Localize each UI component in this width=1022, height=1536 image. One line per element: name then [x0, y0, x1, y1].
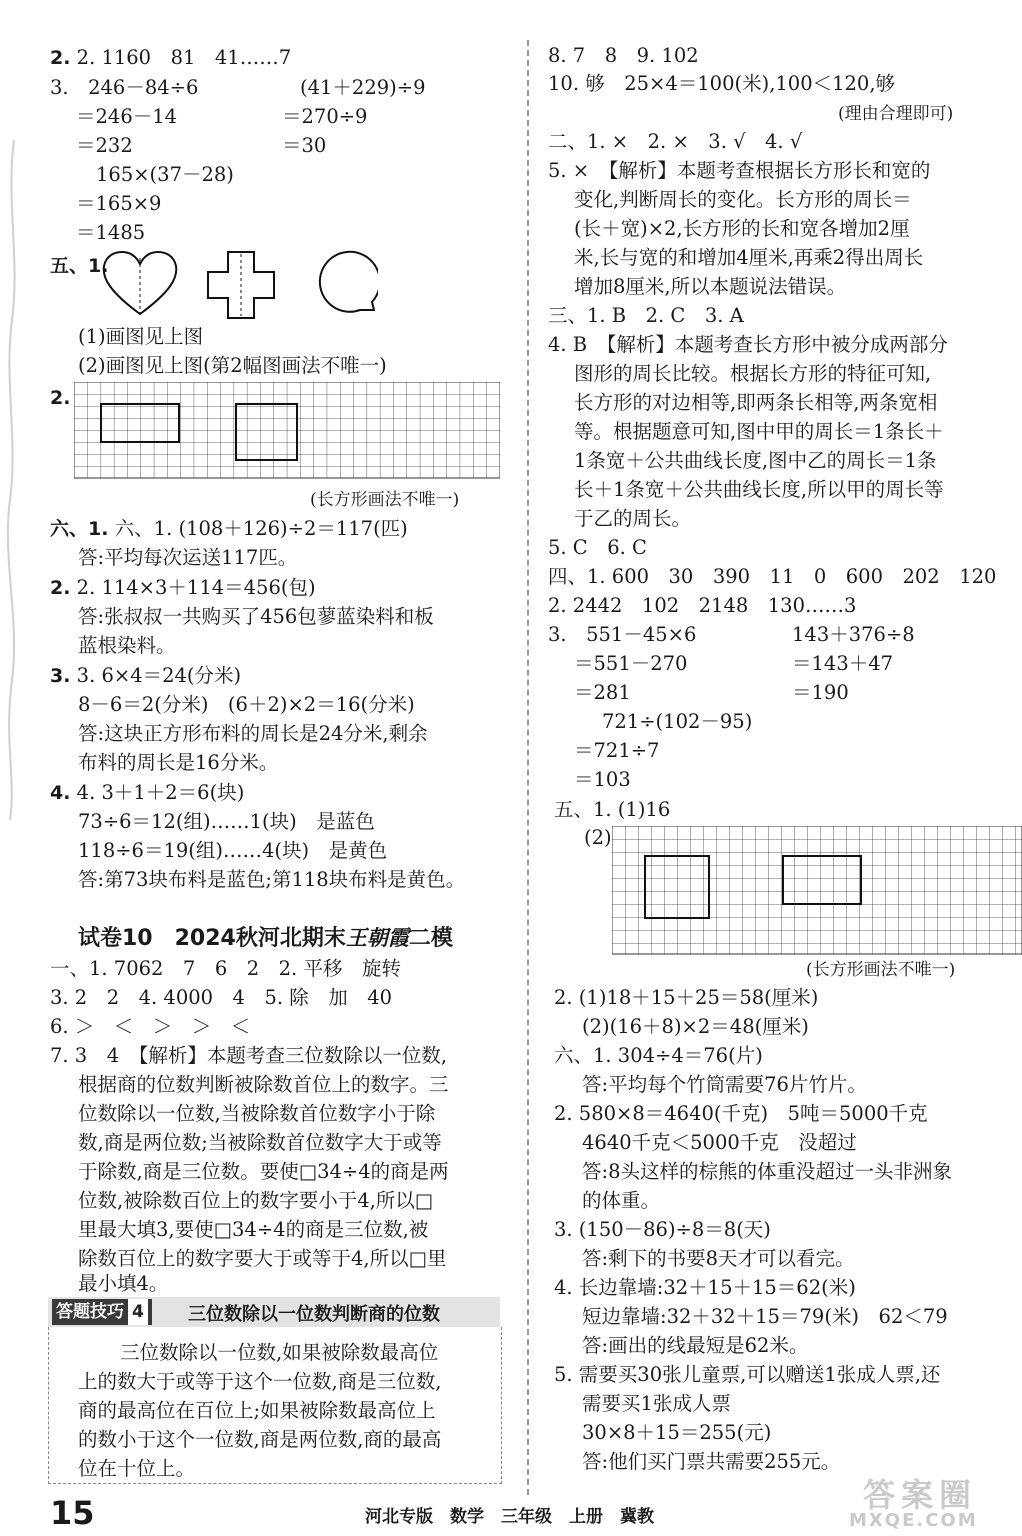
page-edge-decoration	[2, 140, 24, 820]
answer-line: 答:平均每个竹筒需要76片竹片。	[582, 1073, 867, 1096]
answer-line: 根据商的位数判断被除数首位上的数字。三	[78, 1073, 449, 1096]
answer-line: ＝190	[792, 681, 849, 704]
answer-line: ＝270÷9	[282, 105, 368, 128]
answer-line: 一、1. 7062 7 6 2 2. 平移 旋转	[50, 957, 401, 980]
answer-line: 3. 551－45×6	[548, 623, 697, 646]
answer-line: 数,商是两位数;当被除数首位数字大于或等	[78, 1131, 442, 1154]
column-divider	[527, 40, 529, 1495]
answer-line: 4. B 【解析】本题考查长方形中被分成两部分	[548, 333, 948, 356]
note: (理由合理即可)	[838, 104, 954, 124]
answer-line: 答:8头这样的棕熊的体重没超过一头非洲象	[582, 1160, 952, 1183]
answer-line: (1)画图见上图	[78, 325, 204, 348]
watermark: 答案圈 MXQE.COM	[849, 1476, 978, 1531]
answer-line: 长＋1条宽＋公共曲线长度,所以甲的周长等	[574, 478, 944, 501]
tip-title: 三位数除以一位数判断商的位数	[188, 1304, 440, 1325]
answer-line: 里最大填3,要使□34÷4的商是三位数,被	[78, 1218, 429, 1241]
footer-text: 河北专版 数学 三年级 上册 冀教	[365, 1507, 654, 1527]
answer-line: 二、1. × 2. × 3. √ 4. √	[548, 130, 803, 153]
answer-line: 变化,判断周长的变化。长方形的周长＝	[574, 188, 912, 211]
answer-line: (2)画图见上图(第2幅图画法不唯一)	[78, 354, 387, 377]
answer-line: 答:这块正方形布料的周长是24分米,剩余	[78, 722, 428, 745]
answer-line: 8－6＝2(分米) (6＋2)×2＝16(分米)	[78, 693, 415, 716]
answer-line: 答:他们买门票共需要255元。	[582, 1450, 841, 1473]
answer-line: (2)(16＋8)×2＝48(厘米)	[582, 1015, 809, 1038]
answer-line: 2. 2442 102 2148 130……3	[548, 594, 857, 617]
answer-line: 蓝根染料。	[78, 634, 176, 657]
answer-line: ＝551－270	[574, 652, 688, 675]
answer-line: ＝165×9	[76, 192, 162, 215]
rectangle-drawing	[100, 403, 180, 443]
answer-line: 答:张叔叔一共购买了456包蓼蓝染料和板	[78, 605, 434, 628]
answer-line: 2. 2. 1160 81 41……7	[50, 46, 292, 69]
answer-line: ＝103	[574, 768, 631, 791]
note: (长方形画法不唯一)	[806, 960, 956, 980]
note: (长方形画法不唯一)	[310, 490, 460, 510]
answer-line: ＝281	[574, 681, 631, 704]
answer-line: 于除数,商是三位数。要使□34÷4的商是两	[78, 1160, 449, 1183]
tip-badge: 答题技巧 4	[52, 1299, 152, 1325]
answer-line: 118÷6＝19(组)……4(块) 是黄色	[78, 839, 388, 862]
tip-line: 的数小于这个一位数,商是两位数,商的最高	[78, 1428, 442, 1451]
answer-line: 2. 2. 114×3＋114＝456(包)	[50, 576, 316, 599]
answer-line: ＝232	[76, 134, 133, 157]
answer-line: 165×(37－28)	[96, 163, 234, 186]
answer-line: 六、1. 六、1. (108＋126)÷2＝117(匹)	[50, 517, 408, 540]
answer-line: 等。根据题意可知,图中甲的周长＝1条长＋	[574, 420, 944, 443]
answer-line: 3. 3. 6×4＝24(分米)	[50, 664, 242, 687]
answer-line: 答:剩下的书要8天才可以看完。	[582, 1247, 855, 1270]
answer-line: 4. 长边靠墙:32＋15＋15＝62(米)	[554, 1276, 856, 1299]
answer-line: ＝246－14	[76, 105, 178, 128]
answer-line: ＝721÷7	[574, 739, 660, 762]
answer-line: ＝1485	[76, 221, 146, 244]
answer-line: 五、1. (1)16	[554, 798, 671, 821]
exam-title: 试卷10 2024秋河北期末王朝霞二模	[78, 925, 453, 951]
rectangle-drawing	[644, 855, 710, 919]
rectangle-drawing	[782, 855, 862, 905]
answer-line: 2. 580×8＝4640(千克) 5吨＝5000千克	[554, 1102, 928, 1125]
answer-line: 除数百位上的数字要大于或等于4,所以□里	[78, 1247, 447, 1270]
circle-shape	[306, 250, 378, 316]
answer-line: 1条宽＋公共曲线长度,图中乙的周长＝1条	[574, 449, 937, 472]
answer-line: 143＋376÷8	[792, 623, 915, 646]
answer-line: 7. 3 4 【解析】本题考查三位数除以一位数,	[50, 1044, 448, 1067]
heart-shape	[100, 250, 180, 318]
answer-line: 米,长与宽的和增加4厘米,再乘2得出周长	[574, 246, 924, 269]
tip-line: 位在十位上。	[78, 1457, 196, 1480]
answer-line: 721÷(102－95)	[602, 710, 753, 733]
answer-line: 4640千克＜5000千克 没超过	[582, 1131, 857, 1154]
answer-line: 于乙的周长。	[574, 507, 692, 530]
question-number: 2.	[50, 387, 71, 409]
answer-line: 位数,被除数百位上的数字要小于4,所以□	[78, 1189, 434, 1212]
answer-line: 答:第73块布料是蓝色;第118块布料是黄色。	[78, 868, 466, 891]
answer-line: (长＋宽)×2,长方形的长和宽各增加2厘	[574, 217, 910, 240]
page-number: 15	[50, 1494, 95, 1532]
answer-line: 最小填4。	[78, 1272, 169, 1295]
answer-line: 3. 246－84÷6	[50, 76, 199, 99]
signature: 王朝霞	[345, 925, 409, 950]
answer-line: 5. 需要买30张儿童票,可以赠送1张成人票,还	[554, 1363, 941, 1386]
answer-line: 四、1. 600 30 390 11 0 600 202 120	[548, 565, 997, 588]
answer-line: 5. × 【解析】本题考查根据长方形长和宽的	[548, 159, 931, 182]
cross-shape	[206, 250, 276, 320]
answer-line: 3. (150－86)÷8＝8(天)	[554, 1218, 771, 1241]
answer-line: 8. 7 8 9. 102	[548, 44, 699, 67]
answer-line: 5. C 6. C	[548, 536, 647, 559]
answer-line: 长方形的对边相等,即两条长相等,两条宽相	[574, 391, 938, 414]
answer-line: 的体重。	[582, 1189, 661, 1212]
tip-line: 上的数大于或等于这个一位数,商是三位数,	[78, 1370, 442, 1393]
answer-line: 六、1. 304÷4＝76(片)	[554, 1044, 763, 1067]
answer-line: 短边靠墙:32＋32＋15＝79(米) 62＜79	[582, 1305, 948, 1328]
answer-line: 3. 2 2 4. 4000 4 5. 除 加 40	[50, 986, 393, 1009]
tip-line: 三位数除以一位数,如果被除数最高位	[120, 1341, 439, 1364]
answer-line: 30×8＋15＝255(元)	[582, 1421, 772, 1444]
answer-line: 答:画出的线最短是62米。	[582, 1334, 809, 1357]
tip-line: 商的最高位在百位上;如果被除数最高位上	[78, 1399, 436, 1422]
answer-line: 图形的周长比较。根据长方形的特征可知,	[574, 362, 932, 385]
answer-line: (41＋229)÷9	[300, 76, 426, 99]
answer-line: 73÷6＝12(组)……1(块) 是蓝色	[78, 810, 375, 833]
answer-line: 6. ＞ ＜ ＞ ＞ ＜	[50, 1015, 251, 1038]
answer-line: 增加8厘米,所以本题说法错误。	[574, 275, 847, 298]
answer-line: 三、1. B 2. C 3. A	[548, 304, 744, 327]
answer-line: (2)	[584, 826, 612, 849]
section-label: 五、1.	[50, 255, 109, 277]
answer-line: 位数除以一位数,当被除数首位数字小于除	[78, 1102, 436, 1125]
answer-line: 需要买1张成人票	[582, 1392, 731, 1415]
answer-line: 10. 够 25×4＝100(米),100＜120,够	[548, 72, 896, 95]
answer-line: 布料的周长是16分米。	[78, 751, 279, 774]
answer-line: 答:平均每次运送117匹。	[78, 546, 298, 569]
answer-line: 4. 4. 3＋1＋2＝6(块)	[50, 781, 245, 804]
answer-line: 2. (1)18＋15＋25＝58(厘米)	[554, 986, 819, 1009]
answer-line: ＝30	[282, 134, 327, 157]
answer-line: ＝143＋47	[792, 652, 894, 675]
rectangle-drawing	[235, 403, 298, 461]
